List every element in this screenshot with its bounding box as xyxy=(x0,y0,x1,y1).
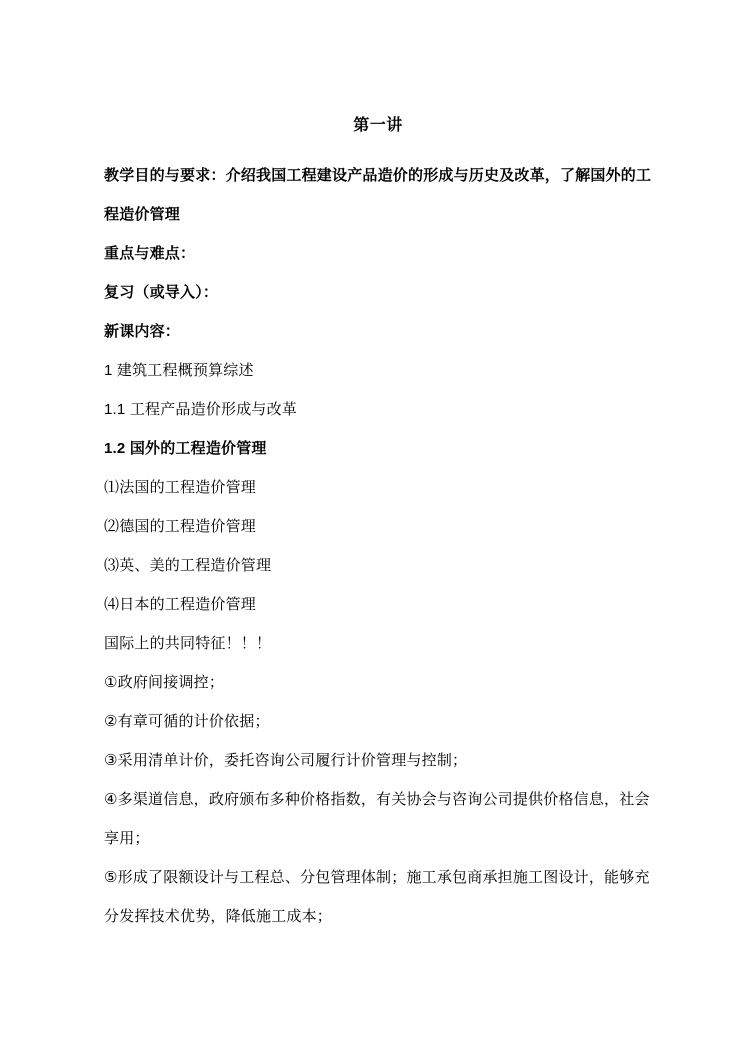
paragraph-new-content: 新课内容： xyxy=(104,323,181,340)
list-item-japan: ⑷日本的工程造价管理 xyxy=(104,596,257,613)
feature-item-1: ①政府间接调控； xyxy=(104,674,225,691)
feature-item-3: ③采用清单计价，委托咨询公司履行计价管理与控制； xyxy=(104,752,468,769)
feature-item-4: ④多渠道信息，政府颁布多种价格指数，有关协会与咨询公司提供价格信息，社会享用； xyxy=(104,791,650,847)
paragraph-objective: 教学目的与要求：介绍我国工程建设产品造价的形成与历史及改革，了解国外的工程造价管理 xyxy=(104,167,652,223)
page-title: 第一讲 xyxy=(353,117,403,134)
feature-item-5: ⑤形成了限额设计与工程总、分包管理体制；施工承包商承担施工图设计，能够充分发挥技术优势，降低施工成本； xyxy=(104,869,650,925)
paragraph-review: 复习（或导入）： xyxy=(104,284,219,301)
paragraph-section-1-1: 1.1 工程产品造价形成与改革 xyxy=(104,401,298,418)
list-item-uk-us: ⑶英、美的工程造价管理 xyxy=(104,557,272,574)
paragraph-common-features: 国际上的共同特征！！！ xyxy=(104,635,272,652)
paragraph-key-points: 重点与难点： xyxy=(104,245,196,262)
list-item-france: ⑴法国的工程造价管理 xyxy=(104,479,257,496)
list-item-germany: ⑵德国的工程造价管理 xyxy=(104,518,257,535)
document-body xyxy=(104,118,652,936)
feature-item-2: ②有章可循的计价依据； xyxy=(104,713,270,730)
paragraph-section-1: 1 建筑工程概预算综述 xyxy=(104,362,254,379)
paragraph-section-1-2: 1.2 国外的工程造价管理 xyxy=(104,440,267,457)
